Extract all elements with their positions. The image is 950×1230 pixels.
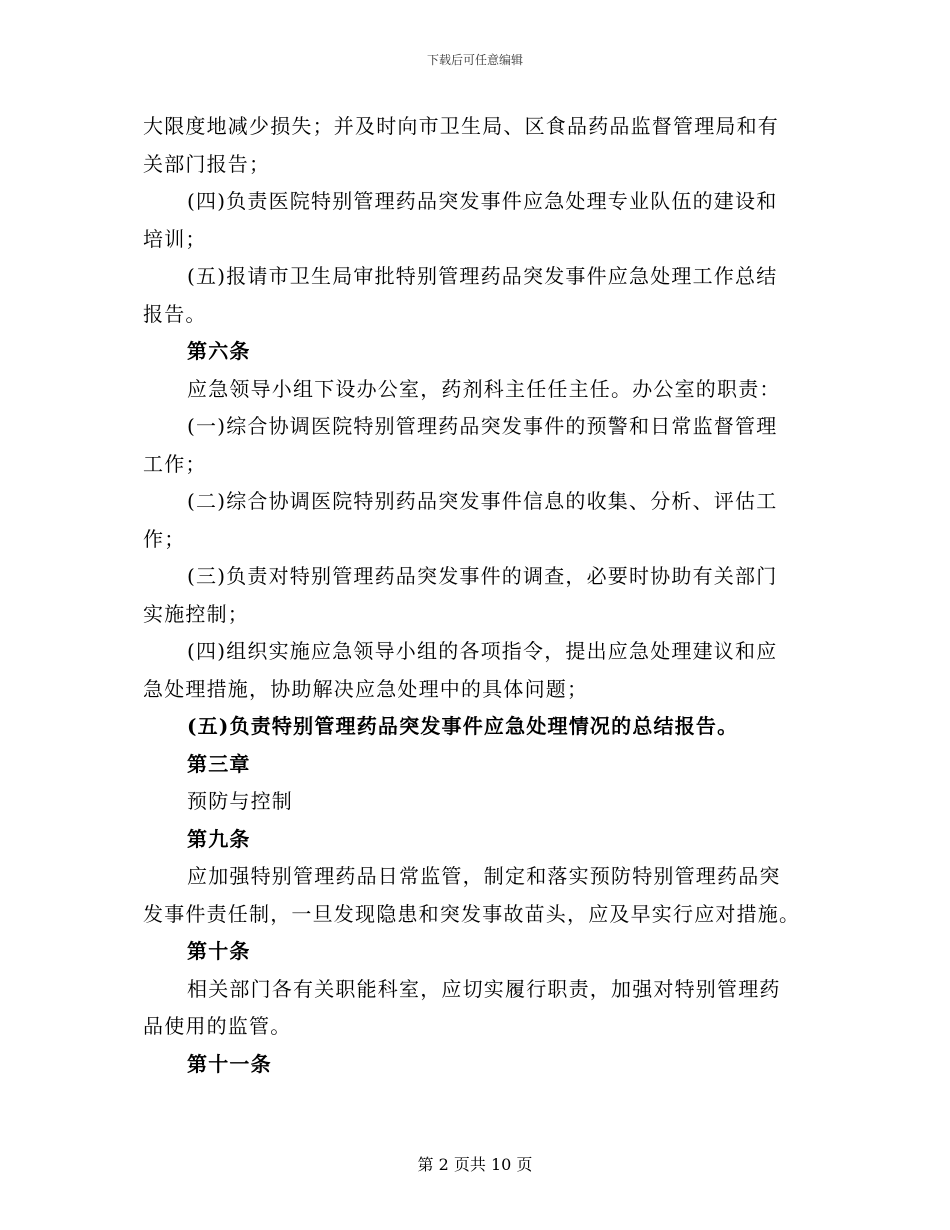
article-heading: 第十条	[187, 939, 251, 963]
text-line: (三)负责对特别管理药品突发事件的调查，必要时协助有关部门	[187, 564, 778, 588]
bold-text-line: (五)负责特别管理药品突发事件应急处理情况的总结报告。	[187, 714, 739, 738]
text-line: (二)综合协调医院特别药品突发事件信息的收集、分析、评估工	[187, 489, 778, 513]
text-line: 报告。	[143, 301, 207, 326]
article-heading: 第十一条	[187, 1051, 272, 1076]
text-line: 急处理措施，协助解决应急处理中的具体问题；	[143, 676, 589, 701]
text-line: 培训；	[143, 226, 207, 251]
page-number-footer: 第 2 页共 10 页	[417, 1155, 533, 1174]
text-line: 作；	[143, 526, 186, 551]
text-line: 应加强特别管理药品日常监管，制定和落实预防特别管理药品突	[187, 864, 781, 888]
text-line: 相关部门各有关职能科室，应切实履行职责，加强对特别管理药	[187, 976, 781, 1001]
text-line: 大限度地减少损失；并及时向市卫生局、区食品药品监督管理局和有	[143, 114, 779, 138]
text-line: 发事件责任制，一旦发现隐患和突发事故苗头，应及早实行应对措施。	[143, 901, 801, 926]
text-line: (四)组织实施应急领导小组的各项指令，提出应急处理建议和应	[187, 639, 778, 663]
page-header-note: 下载后可任意编辑	[426, 53, 523, 67]
text-line: (一)综合协调医院特别管理药品突发事件的预警和日常监督管理	[187, 414, 778, 438]
chapter-heading: 第三章	[187, 751, 251, 776]
text-line: 关部门报告；	[143, 151, 271, 176]
text-line: (四)负责医院特别管理药品突发事件应急处理专业队伍的建设和	[187, 189, 778, 213]
text-line: 工作；	[143, 451, 207, 476]
article-heading: 第九条	[187, 826, 251, 851]
text-line: 应急领导小组下设办公室，药剂科主任任主任。办公室的职责：	[187, 376, 781, 401]
text-line: 实施控制；	[143, 601, 249, 626]
text-line: (五)报请市卫生局审批特别管理药品突发事件应急处理工作总结	[187, 264, 778, 288]
chapter-title: 预防与控制	[187, 789, 293, 813]
document-body	[143, 108, 807, 1083]
text-line: 品使用的监管。	[143, 1014, 292, 1038]
article-heading: 第六条	[187, 339, 251, 363]
